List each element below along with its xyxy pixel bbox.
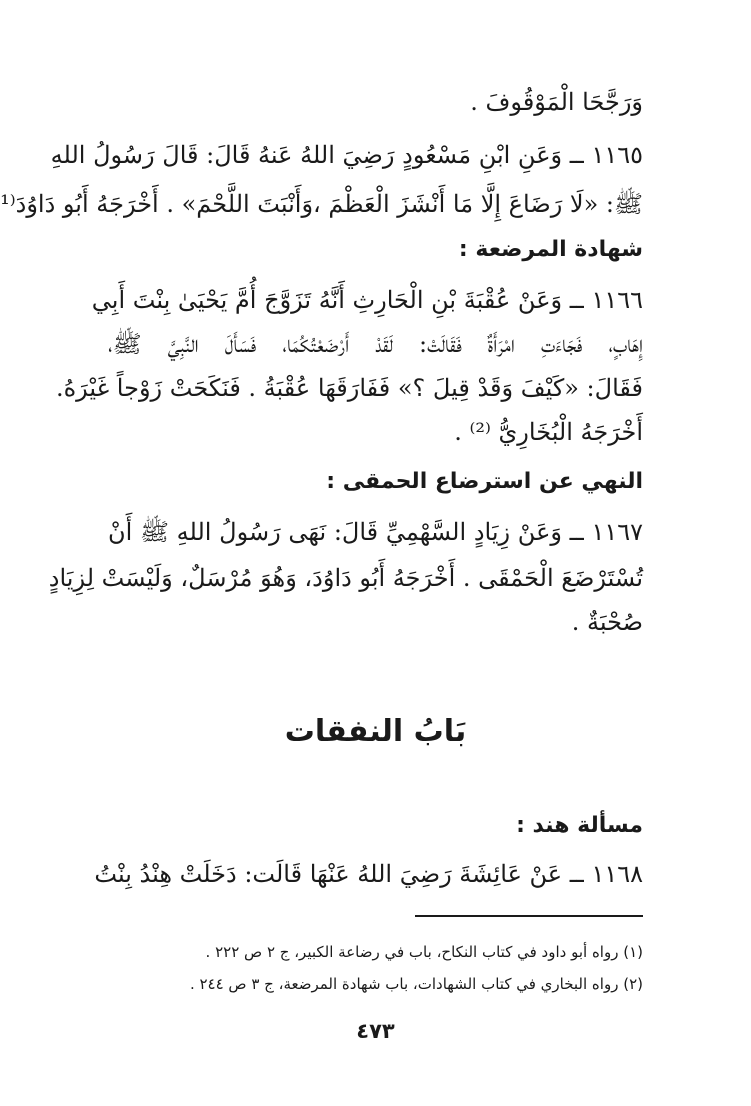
page-number: ٤٧٣ — [356, 1019, 395, 1043]
section-heading-prohibition: النهي عن استرضاع الحمقى : — [326, 469, 643, 494]
section-heading-hind: مسألة هند : — [516, 813, 643, 838]
footnote-divider — [415, 915, 643, 917]
chapter-title: بَابُ النفقات — [284, 714, 467, 749]
text-line-6: فَقَالَ: «كَيْفَ وَقَدْ قِيلَ ؟» فَفَارَقَهَا عُقْبَةُ . فَنَكَحَتْ زَوْجاً غَيْرَهُ. — [55, 374, 643, 402]
footnote-1: (١) رواه أبو داود في كتاب النكاح، باب في رضاعة الكبير، ج ٢ ص ٢٢٢ . — [205, 943, 643, 961]
section-heading-witness: شهادة المرضعة : — [458, 237, 643, 262]
text-line-2: ١١٦٥ ــ وَعَنِ ابْنِ مَسْعُودٍ رَضِيَ اللهُ عَنهُ قَالَ: قَالَ رَسُولُ اللهِ — [50, 141, 643, 169]
text-line-8: ١١٦٧ ــ وَعَنْ زِيَادٍ السَّهْمِيِّ قَالَ: نَهَى رَسُولُ اللهِ ﷺ أَنْ — [108, 518, 643, 546]
text-line-9: تُسْتَرْضَعَ الْحَمْقَى . أَخْرَجَهُ أَبُو دَاوُدَ، وَهُوَ مُرْسَلٌ، وَلَيْسَتْ لِزِيَادٍ — [48, 564, 643, 592]
text-line-3: ﷺ: «لَا رَضَاعَ إِلَّا مَا أَنْشَزَ الْعَظْمَ ،وَأَنْبَتَ اللَّحْمَ» . أَخْرَجَهُ أَبُو دَاوُدَ⁽¹ — [0, 190, 643, 218]
text-line-5: إِهَابٍ، فَجَاءَتِ امْرَأَةٌ فَقَالَتْ: لَقَدْ أَرْضَعْتُكُمَا، فَسَأَلَ النَّبِيَّ ﷺ، — [108, 330, 643, 358]
text-line-1: وَرَجَّحَا الْمَوْقُوفَ . — [470, 88, 643, 116]
footnote-2: (٢) رواه البخاري في كتاب الشهادات، باب شهادة المرضعة، ج ٣ ص ٢٤٤ . — [189, 975, 643, 993]
text-line-7: أَخْرَجَهُ الْبُخَارِيُّ ⁽²⁾ . — [454, 418, 643, 446]
text-line-11: ١١٦٨ ــ عَنْ عَائِشَةَ رَضِيَ اللهُ عَنْهَا قَالَت: دَخَلَتْ هِنْدُ بِنْتُ — [94, 860, 643, 888]
text-line-10: صُحْبَةٌ . — [571, 608, 643, 636]
text-line-4: ١١٦٦ ــ وَعَنْ عُقْبَةَ بْنِ الْحَارِثِ أَنَّهُ تَزَوَّجَ أُمَّ يَحْيَىٰ بِنْتَ أَبِي — [91, 286, 643, 314]
